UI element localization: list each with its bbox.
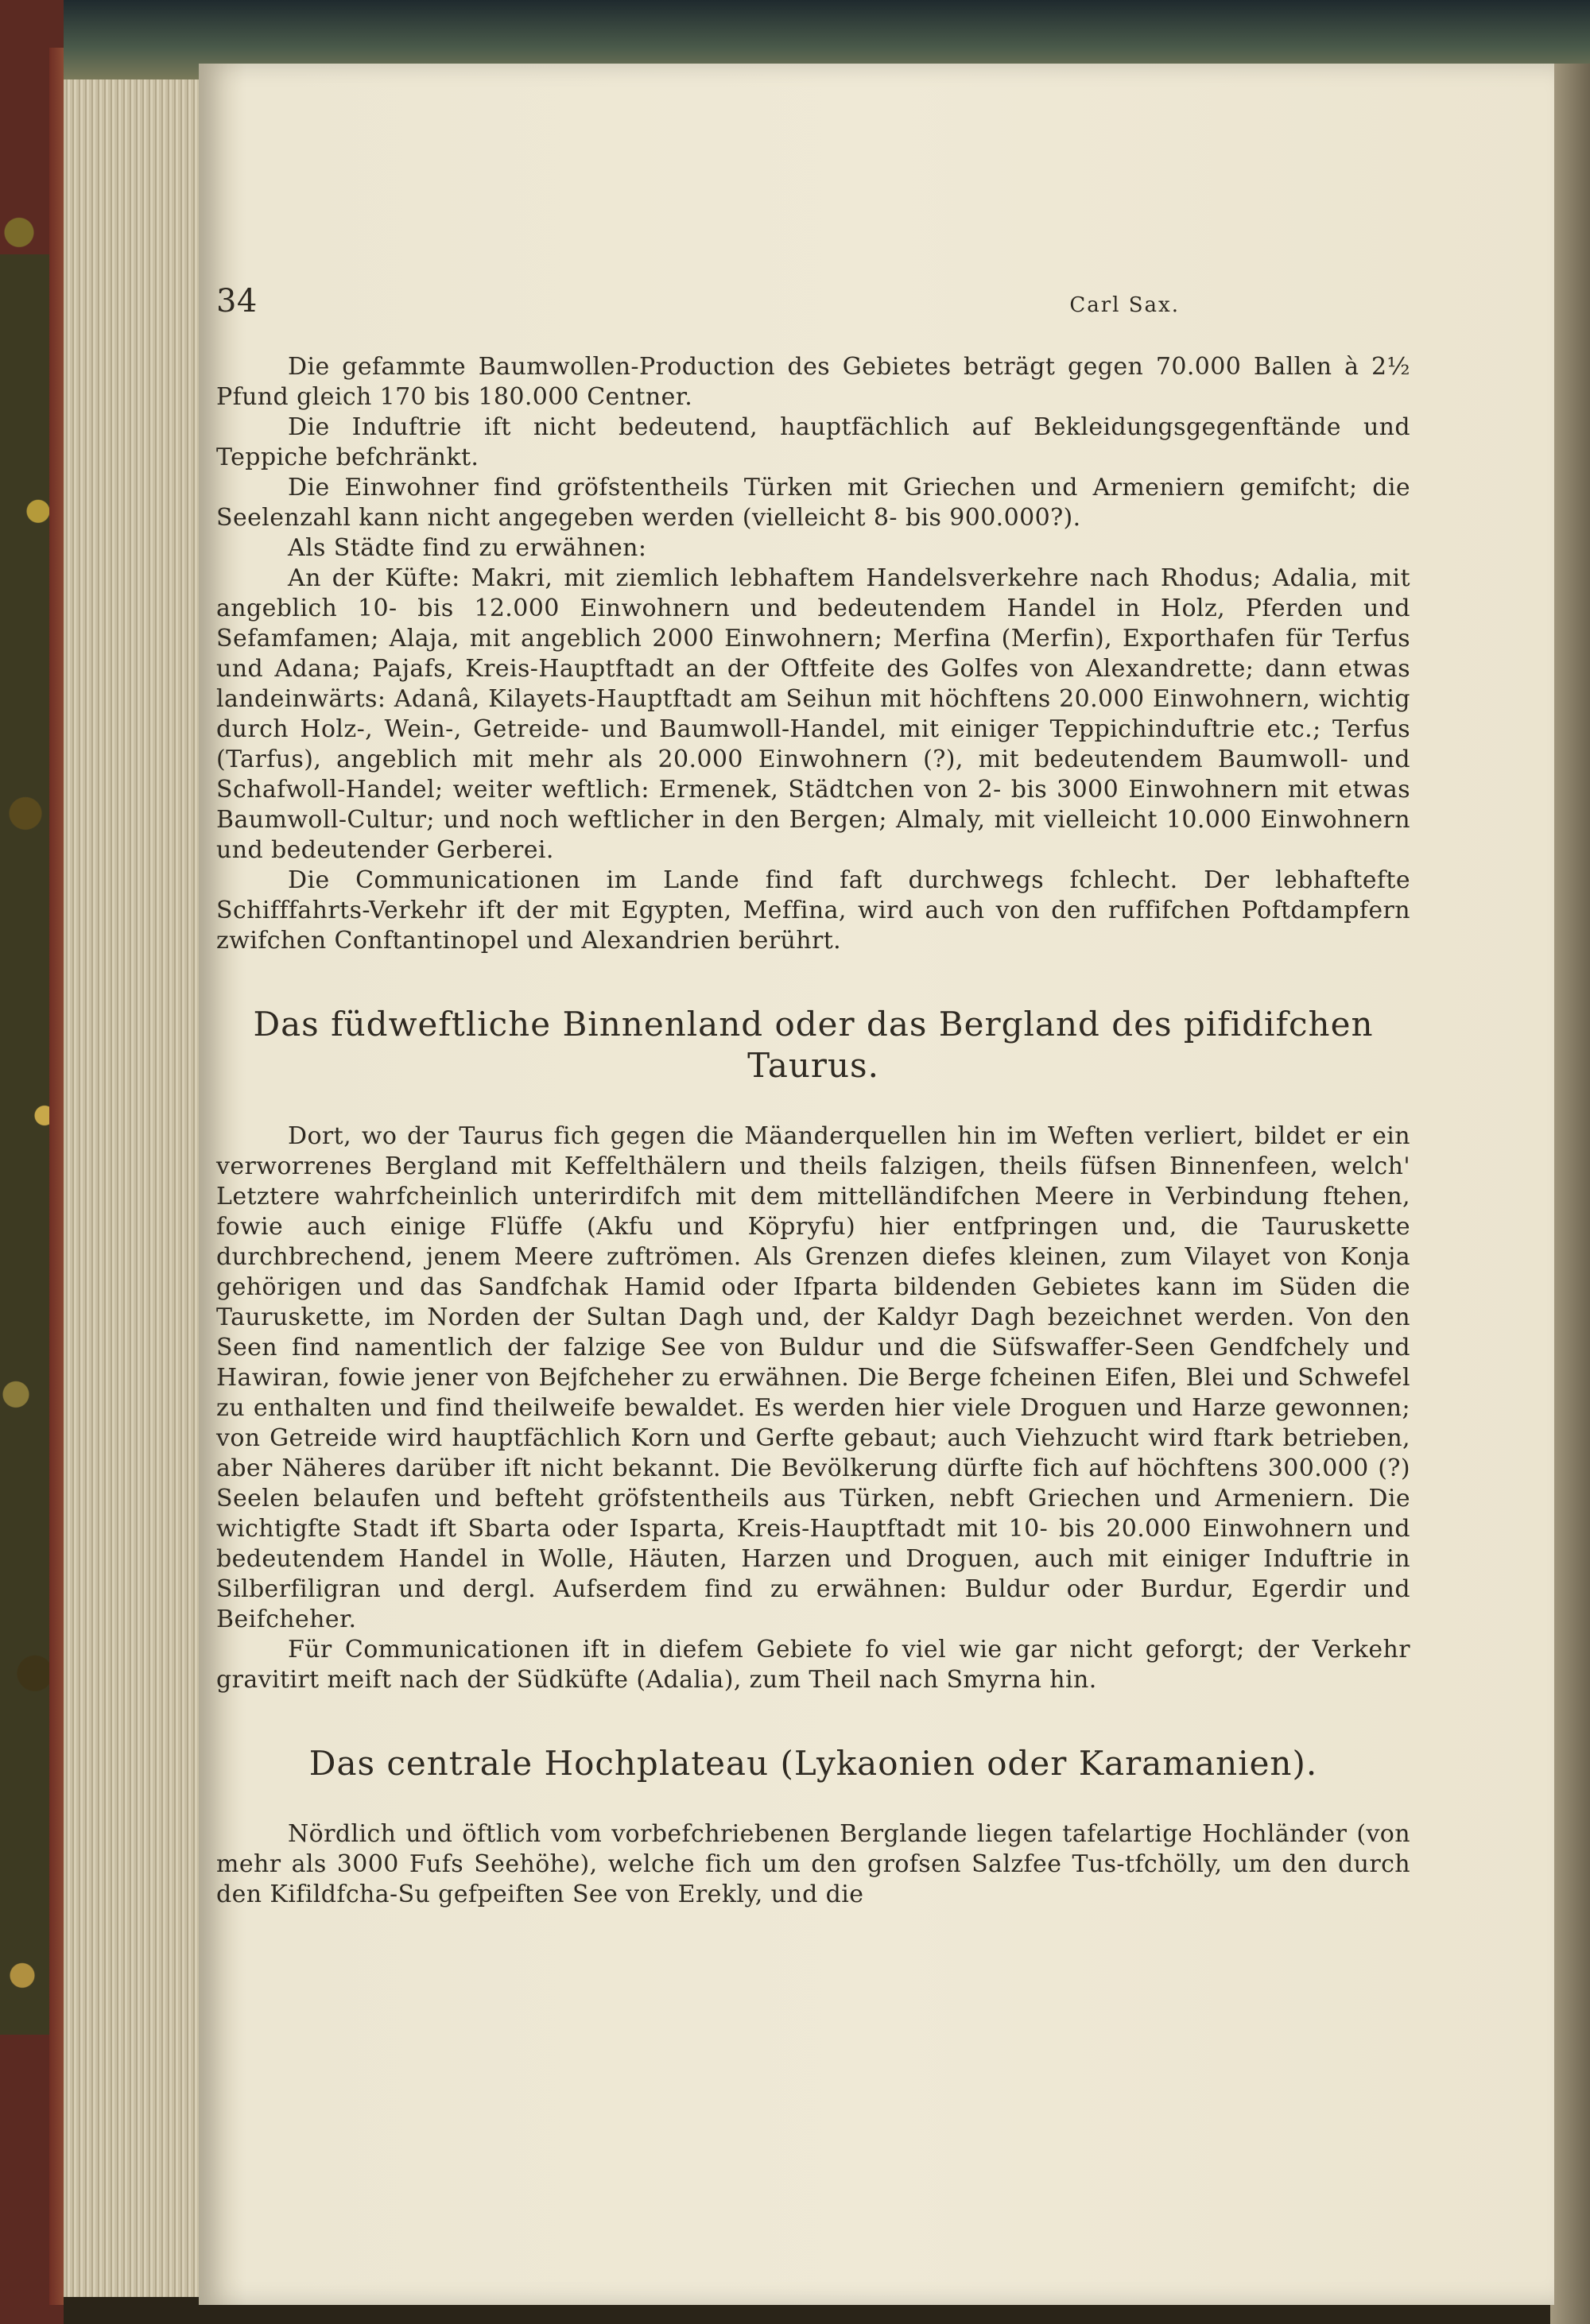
paragraph: Die Einwohner find gröfstentheils Türken mit Griechen und Armeniern gemifcht; die Seelenzahl kann nicht angegeben werden (vielleicht 8- bis 900.000?). — [216, 474, 1410, 532]
book-cover-edge — [49, 48, 64, 2305]
paragraph: Dort, wo der Taurus fich gegen die Mäanderquellen hin im Weften verliert, bildet er ein verworrenes Bergland mit Keffelthälern und theils falzigen, theils füfsen Binnenfeen, welch' Letztere wahrfcheinlich unterirdifch mit dem mittelländifchen Meere in Verbindung ftehen, fowie auch einige Flüffe (Akfu und Köpryfu) hier entfpringen und, die Tauruskette durchbrechend, jenem Meere zuftrömen. Als Grenzen diefes kleinen, zum Vilayet von Konja gehörigen und das Sandfchak Hamid oder Ifparta bildenden Gebietes kann im Süden die Tauruskette, im Norden der Sultan Dagh und, der Kaldyr Dagh bezeichnet werden. Von den Seen find namentlich der falzige See von Buldur und die Süfswaffer-Seen Gendfchely und Hawiran, fowie jener von Bejfcheher zu erwähnen. Die Berge fcheinen Eifen, Blei und Schwefel zu enthalten und find theilweife bewaldet. Es werden hier viele Droguen und Harze gewonnen; von Getreide wird hauptfächlich Korn und Gerfte gebaut; auch Viehzucht wird ftark betrieben, aber Näheres darüber ift nicht bekannt. Die Bevölkerung dürfte fich auf höchftens 300.000 (?) Seelen belaufen und befteht gröfstentheils aus Türken, nebft Griechen und Armeniern. Die wichtigfte Stadt ift Sbarta oder Isparta, Kreis-Hauptftadt mit 10- bis 20.000 Einwohnern und bedeutendem Handel in Wolle, Häuten, Harzen und Droguen, auch mit einiger Induftrie in Silberfiligran und dergl. Aufserdem find zu erwähnen: Buldur oder Burdur, Egerdir und Beifcheher. — [216, 1122, 1410, 1633]
paragraph: Als Städte find zu erwähnen: — [288, 534, 647, 562]
paragraph: Die Communicationen im Lande find faft durchwegs fchlecht. Der lebhaftefte Schifffahrts-Verkehr ift der mit Egypten, Meffina, wird auch von den ruffifchen Poftdampfern zwifchen Conftantinopel und Alexandrien berührt. — [216, 866, 1410, 955]
page-header — [216, 283, 1410, 320]
page-number: 34 — [216, 283, 258, 320]
page-text-block — [216, 283, 1410, 1910]
section-heading: Das centrale Hochplateau (Lykaonien oder Karamanien). — [308, 1744, 1318, 1783]
facing-page-edge — [1550, 64, 1590, 2324]
paragraph: Nördlich und öftlich vom vorbefchriebenen Berglande liegen tafelartige Hochländer (von mehr als 3000 Fufs Seehöhe), welche fich um den grofsen Salzfee Tus-tfchölly, um den durch den Kifildfcha-Su gefpeiften See von Erekly, und die — [216, 1820, 1410, 1908]
paragraph: An der Küfte: Makri, mit ziemlich lebhaftem Handelsverkehre nach Rhodus; Adalia, mit angeblich 10- bis 12.000 Einwohnern und bedeutendem Handel in Holz, Pferden und Sefamfamen; Alaja, mit angeblich 2000 Einwohnern; Merfina (Merfin), Exporthafen für Terfus und Adana; Pajafs, Kreis-Hauptftadt an der Oftfeite des Golfes von Alexandrette; dann etwas landeinwärts: Adanâ, Kilayets-Hauptftadt am Seihun mit höchftens 20.000 Einwohnern, wichtig durch Holz-, Wein-, Getreide- und Baumwoll-Handel, mit einiger Teppichinduftrie etc.; Terfus (Tarfus), angeblich mit mehr als 20.000 Einwohnern (?), mit bedeutendem Baumwoll- und Schafwoll-Handel; weiter weftlich: Ermenek, Städtchen von 2- bis 3000 Einwohnern mit etwas Baumwoll-Cultur; und noch weftlicher in den Bergen; Almaly, mit vielleicht 10.000 Einwohnern und bedeutender Gerberei. — [216, 564, 1410, 864]
section-heading: Das füdweftliche Binnenland oder das Bergland des pifidifchen Taurus. — [253, 1005, 1374, 1085]
running-head: Carl Sax. — [1069, 293, 1180, 317]
paragraph: Für Communicationen ift in diefem Gebiete fo viel wie gar nicht geforgt; der Verkehr gravitirt meift nach der Südküfte (Adalia), zum Theil nach Smyrna hin. — [216, 1636, 1410, 1694]
paragraph: Die Induftrie ift nicht bedeutend, hauptfächlich auf Bekleidungsgegenftände und Teppiche befchränkt. — [216, 413, 1410, 471]
paragraph: Die gefammte Baumwollen-Production des Gebietes beträgt gegen 70.000 Ballen à 2½ Pfund gleich 170 bis 180.000 Centner. — [216, 353, 1410, 411]
